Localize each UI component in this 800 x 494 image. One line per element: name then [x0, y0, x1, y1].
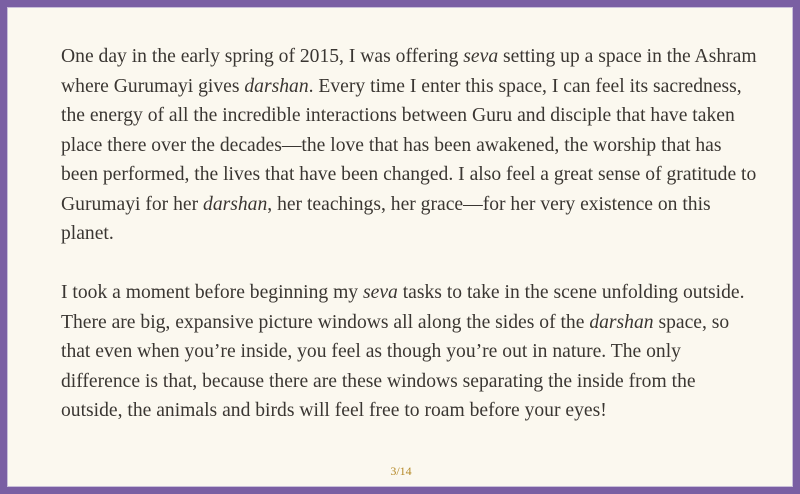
- text-run: , her teachings, her grace—for her very existence on this planet.: [61, 193, 711, 244]
- italic-term: darshan: [589, 311, 654, 333]
- text-run: setting up a space in the Ashram where Gurumayi gives: [61, 46, 757, 97]
- paragraph-2: [61, 278, 761, 426]
- text-run: One day in the early spring of 2015, I was offering: [61, 46, 464, 67]
- text-run: tasks to take in the scene unfolding outside. There are big, expansive picture windows all along the sides of the: [61, 282, 745, 333]
- document-page: [7, 7, 793, 487]
- document-text: [61, 42, 761, 426]
- italic-term: darshan: [244, 75, 309, 97]
- paragraph-1: [61, 42, 761, 249]
- italic-term: darshan: [203, 193, 268, 215]
- page-number: 3/14: [390, 464, 412, 478]
- italic-term: seva: [463, 46, 499, 67]
- text-run: . Every time I enter this space, I can feel its sacredness, the energy of all the incredible interactions between Guru and disciple that have taken place there over the decades—the love that has been awakened, the worship that has been performed, the lives that have been changed. I also feel a great sense of gratitude to Gurumayi for her: [61, 75, 757, 215]
- text-run: space, so that even when you’re inside, you feel as though you’re out in nature. The only difference is that, because there are these windows separating the inside from the outside, the animals and birds will feel free to roam before your eyes!: [61, 311, 730, 421]
- italic-term: seva: [363, 282, 398, 303]
- text-run: I took a moment before beginning my: [61, 282, 364, 303]
